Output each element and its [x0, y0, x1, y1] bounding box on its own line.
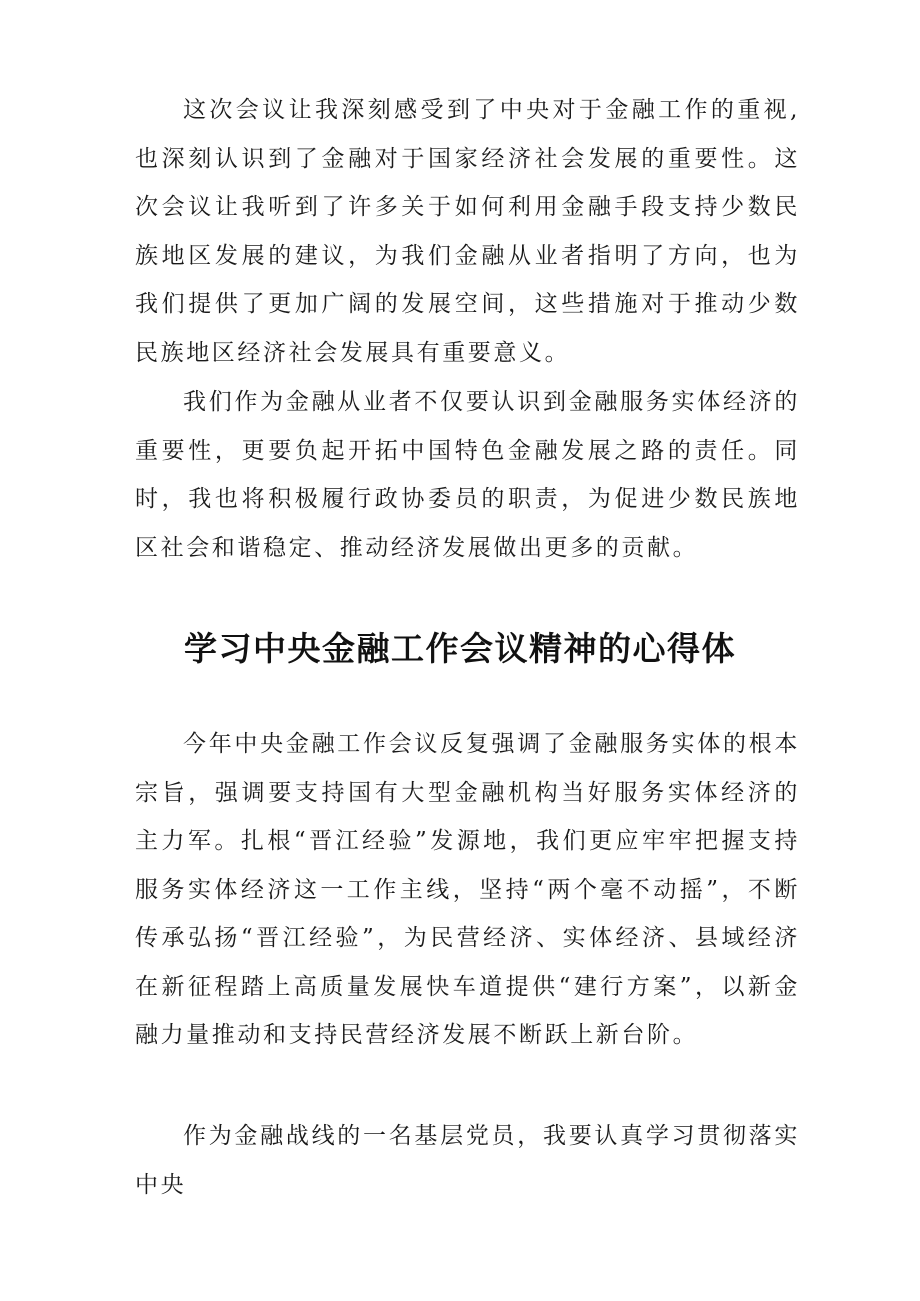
section-title: 学习中央金融工作会议精神的心得体 [184, 629, 736, 668]
body-paragraph: 作为金融战线的一名基层党员，我要认真学习贯彻落实中央 [135, 1123, 800, 1198]
body-paragraph: 我们作为金融从业者不仅要认识到金融服务实体经济的重要性，更要负起开拓中国特色金融发展之路的责任。同时，我也将积极履行政协委员的职责，为促进少数民族地区社会和谐稳定、推动经济发展做出更多的贡献。 [135, 389, 800, 561]
body-paragraph: 今年中央金融工作会议反复强调了金融服务实体的根本宗旨，强调要支持国有大型金融机构当好服务实体经济的主力军。扎根“晋江经验”发源地，我们更应牢牢把握支持服务实体经济这一工作主线，坚持“两个毫不动摇”，不断传承弘扬“晋江经验”，为民营经济、实体经济、县域经济在新征程踏上高质量发展快车道提供“建行方案”，以新金融力量推动和支持民营经济发展不断跃上新台阶。 [135, 731, 800, 1048]
body-paragraph: 这次会议让我深刻感受到了中央对于金融工作的重视,也深刻认识到了金融对于国家经济社会发展的重要性。这次会议让我听到了许多关于如何利用金融手段支持少数民族地区发展的建议，为我们金融从业者指明了方向，也为我们提供了更加广阔的发展空间，这些措施对于推动少数民族地区经济社会发展具有重要意义。 [135, 97, 800, 366]
